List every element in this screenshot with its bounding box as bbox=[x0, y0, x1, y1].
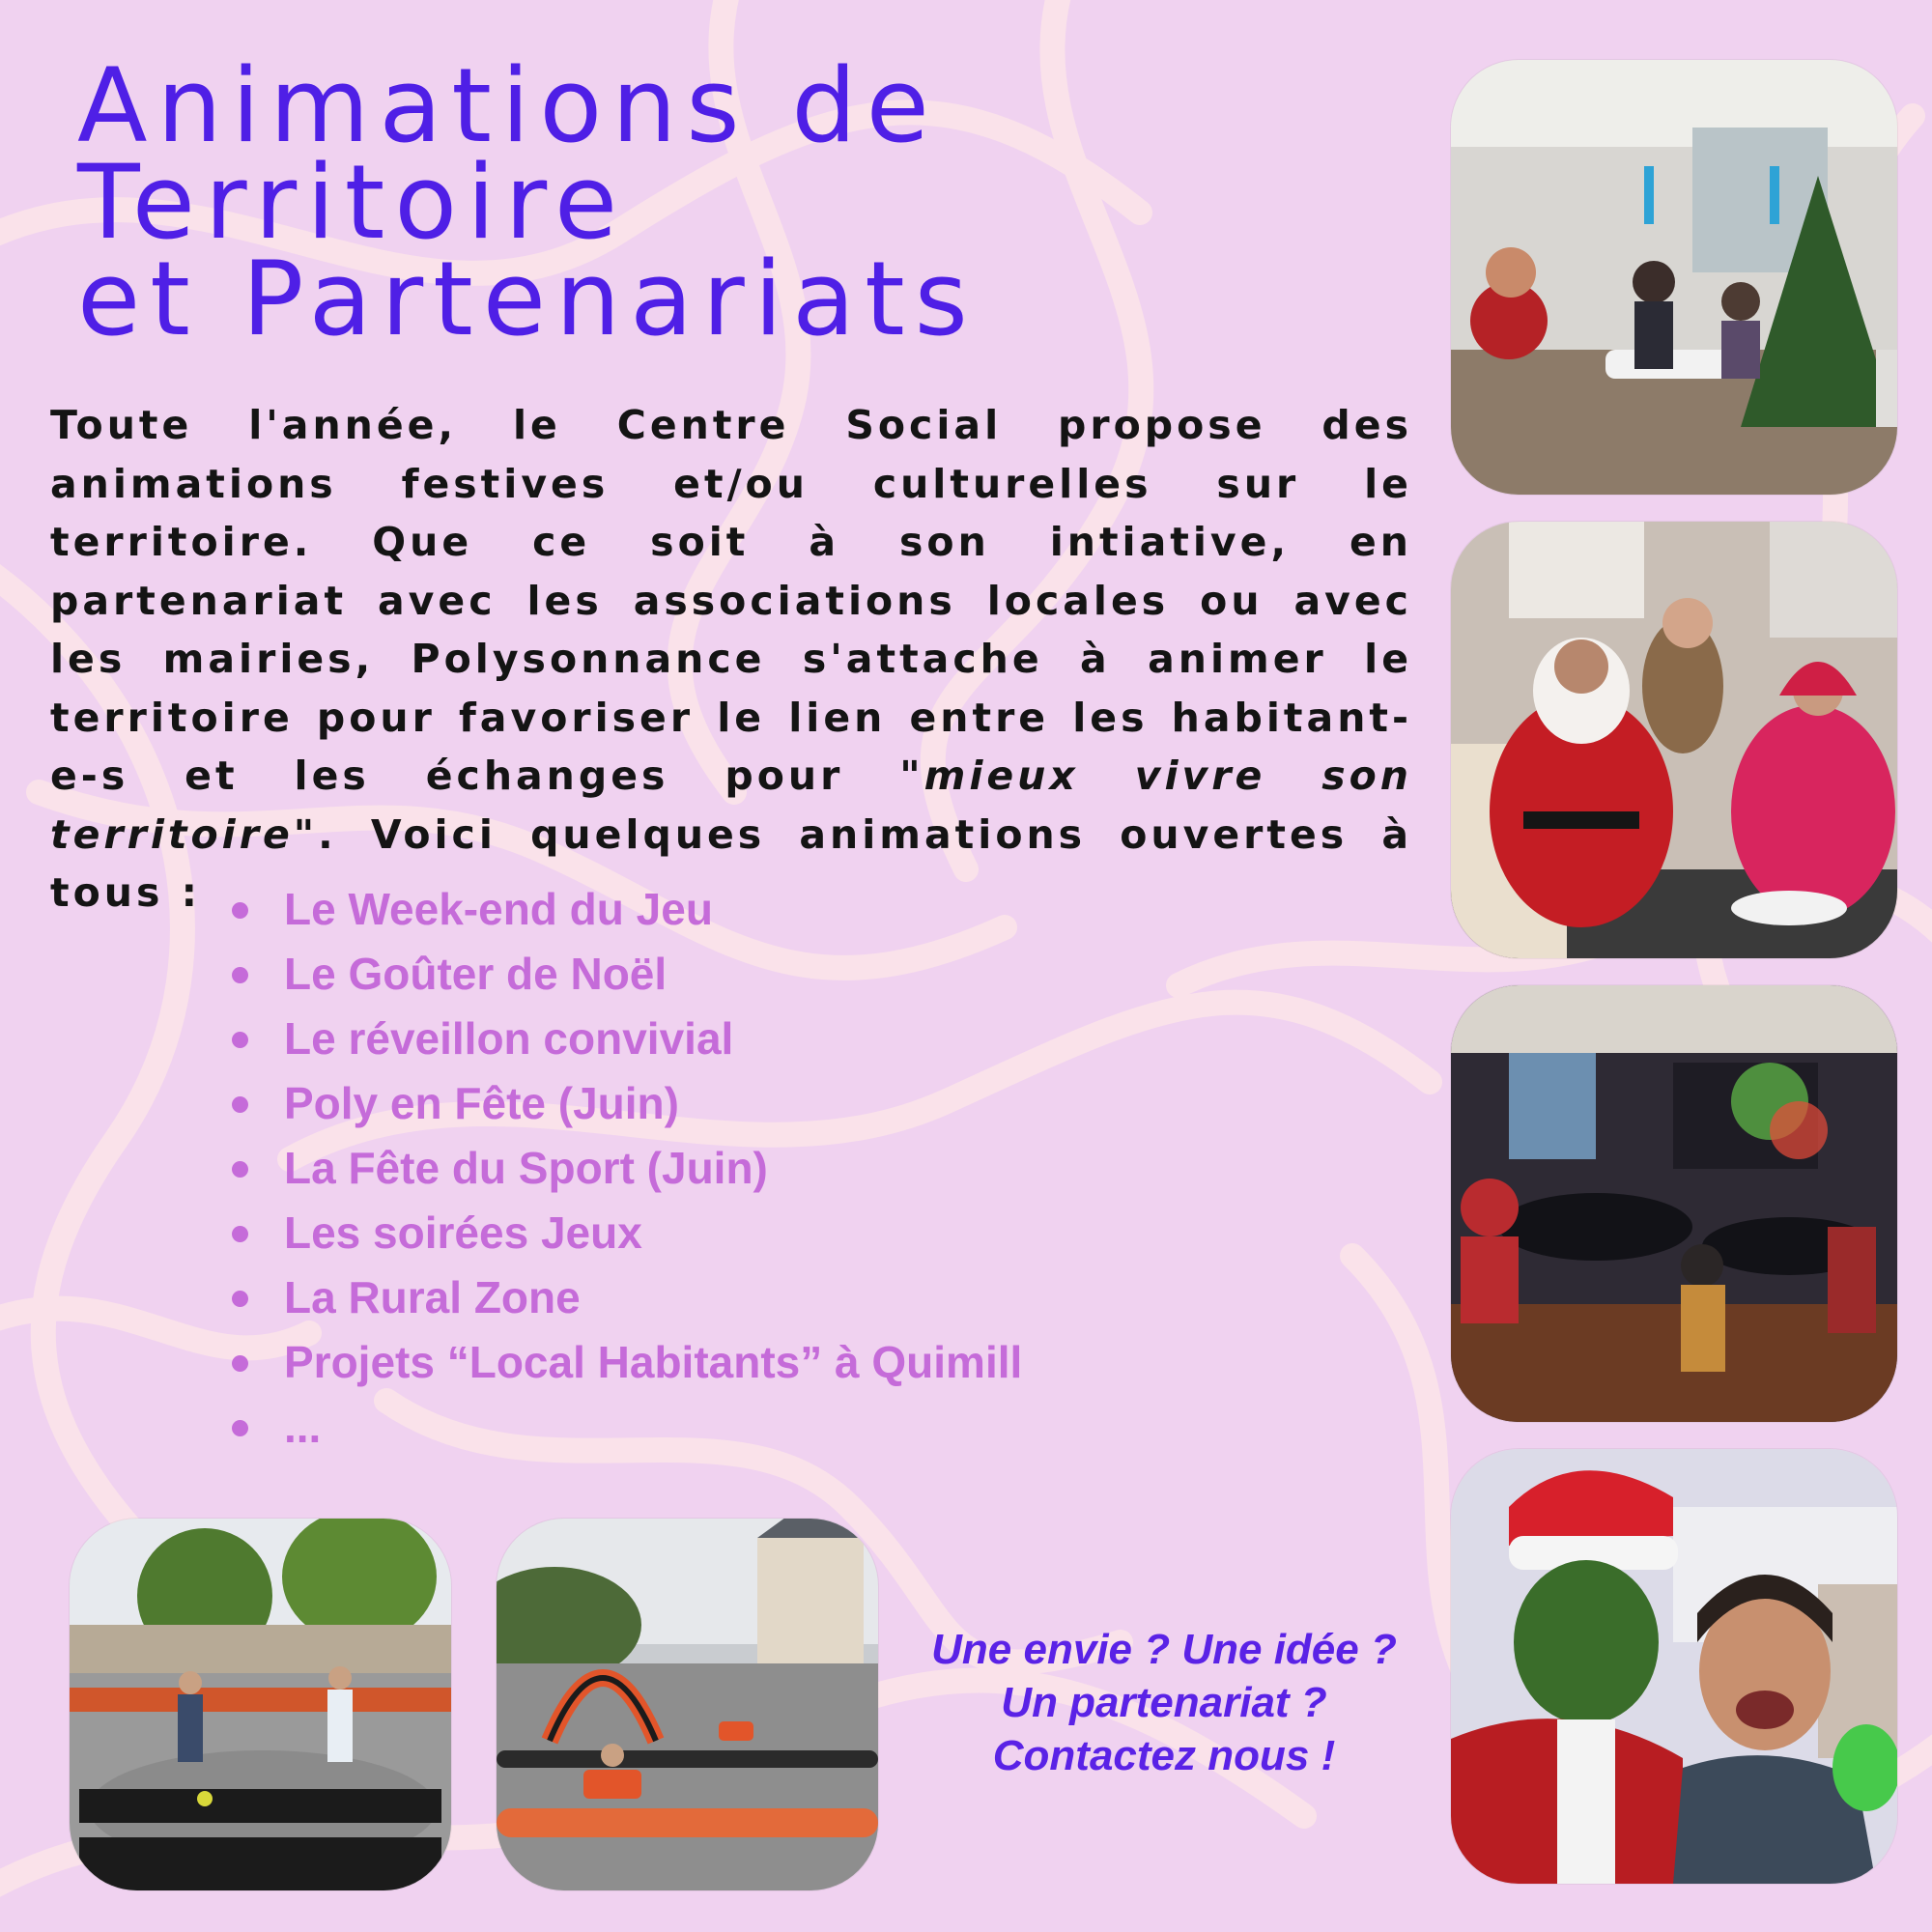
list-item: Le Week-end du Jeu bbox=[224, 877, 1022, 942]
photo-kart-race bbox=[497, 1519, 878, 1890]
list-item: Le réveillon convivial bbox=[224, 1007, 1022, 1071]
bullet-icon bbox=[232, 1096, 248, 1113]
list-item: Projets “Local Habitants” à Quimill bbox=[224, 1330, 1022, 1395]
title-line-2: Territoire bbox=[77, 143, 628, 262]
intro-text-after: ". Voici quelques animations ouvertes à tous : bbox=[50, 810, 1412, 916]
photo-santa-claus bbox=[1451, 522, 1897, 958]
bullet-icon bbox=[232, 1161, 248, 1178]
title-line-3: et Partenariats bbox=[77, 240, 978, 358]
intro-text-before: Toute l'année, le Centre Social propose des animations festives et/ou culturelles sur le territoire. Que ce soit à son intiative, en partenariat avec les associations locales ou avec les mairies, Polysonnance s'attache à animer le territoire pour favoriser le lien entre les habitant-e-s et les échanges pour " bbox=[50, 402, 1412, 799]
title-line-1: Animations de bbox=[77, 46, 939, 165]
list-item: Poly en Fête (Juin) bbox=[224, 1071, 1022, 1136]
bullet-icon bbox=[232, 902, 248, 919]
bullet-icon bbox=[232, 1226, 248, 1242]
list-item: ... bbox=[224, 1395, 1022, 1460]
bullet-icon bbox=[232, 1420, 248, 1436]
list-item: La Rural Zone bbox=[224, 1265, 1022, 1330]
page-title bbox=[77, 46, 978, 358]
cta-line-1: Une envie ? Une idée ? bbox=[931, 1626, 1397, 1673]
photo-new-year-dinner bbox=[1451, 985, 1897, 1422]
photo-street-football bbox=[70, 1519, 451, 1890]
list-item: La Fête du Sport (Juin) bbox=[224, 1136, 1022, 1201]
intro-emphasis: mieux vivre son territoire bbox=[50, 753, 1412, 858]
list-item: Les soirées Jeux bbox=[224, 1201, 1022, 1265]
photo-grinch-selfie bbox=[1451, 1449, 1897, 1884]
activities-list bbox=[224, 877, 1022, 1460]
cta-line-3: Contactez nous ! bbox=[992, 1732, 1336, 1779]
bullet-icon bbox=[232, 1291, 248, 1307]
bullet-icon bbox=[232, 1355, 248, 1372]
contact-callout bbox=[898, 1623, 1430, 1782]
cta-line-2: Un partenariat ? bbox=[1001, 1679, 1327, 1726]
bullet-icon bbox=[232, 967, 248, 983]
bullet-icon bbox=[232, 1032, 248, 1048]
photo-christmas-gathering bbox=[1451, 60, 1897, 495]
intro-paragraph bbox=[50, 396, 1412, 923]
list-item: Le Goûter de Noël bbox=[224, 942, 1022, 1007]
